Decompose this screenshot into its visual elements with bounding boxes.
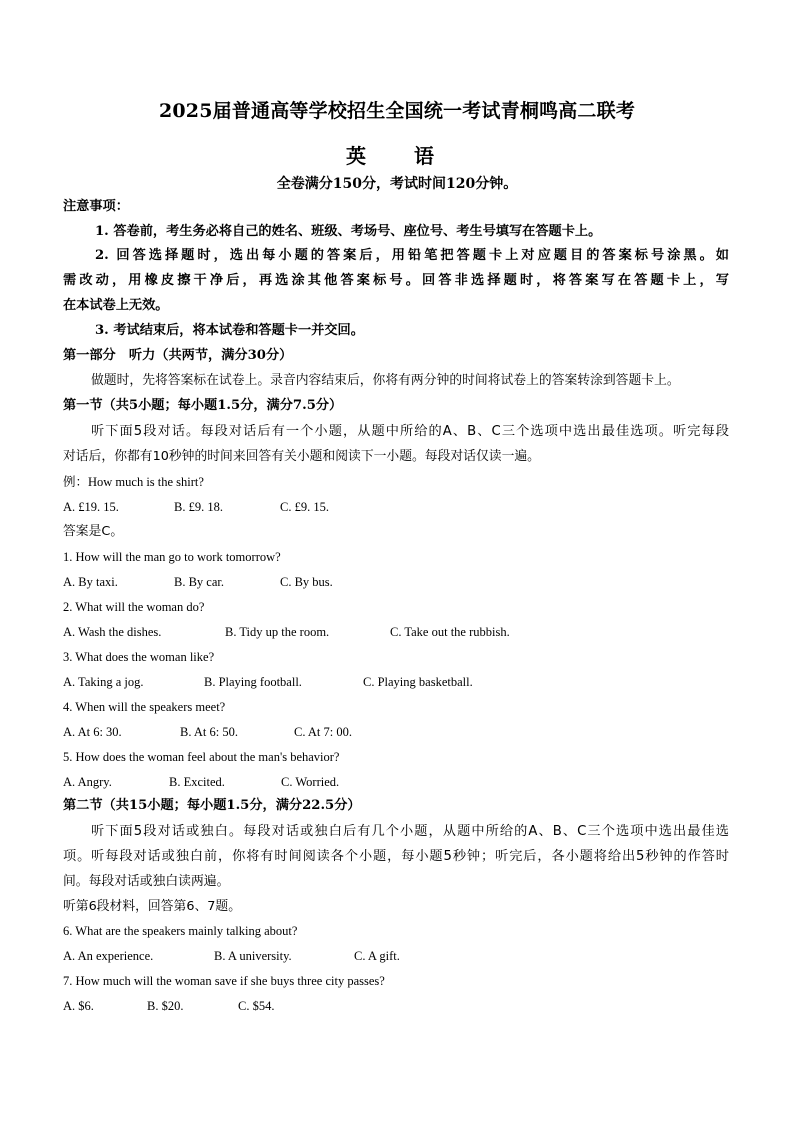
section2-instruction-line-3: 间。每段对话或独白读两遍。: [63, 874, 230, 889]
question-5-option-b: B. Excited.: [169, 775, 225, 789]
question-1: 1. How will the man go to work tomorrow?: [63, 550, 281, 564]
question-2-option-a: A. Wash the dishes.: [63, 625, 162, 639]
example-answer: 答案是C。: [63, 524, 124, 539]
notice-item-2-line-1: 2. 回答选择题时，选出每小题的答案后，用铅笔把答题卡上对应题目的答案标号涂黑。如: [95, 248, 729, 263]
question-5-option-c: C. Worried.: [281, 775, 340, 789]
question-6: 6. What are the speakers mainly talking about?: [63, 924, 298, 938]
question-7-option-c: C. $54.: [238, 999, 275, 1013]
question-7: 7. How much will the woman save if she buys three city passes?: [63, 974, 385, 988]
question-1-option-b: B. By car.: [174, 575, 224, 589]
notice-item-3: 3. 考试结束后，将本试卷和答题卡一并交回。: [95, 323, 364, 338]
question-6-option-a: A. An experience.: [63, 949, 154, 963]
question-5: 5. How does the woman feel about the man's behavior?: [63, 750, 340, 764]
question-1-option-a: A. By taxi.: [63, 575, 118, 589]
part1-heading: 第一部分 听力（共两节，满分30分）: [63, 348, 293, 363]
section1-heading: 第一节（共5小题；每小题1.5分，满分7.5分）: [63, 398, 343, 413]
exam-title: 2025届普通高等学校招生全国统一考试青桐鸣高二联考: [158, 100, 636, 122]
notice-heading: 注意事项：: [63, 199, 129, 214]
question-3-option-b: B. Playing football.: [204, 675, 302, 689]
example-option-b: B. £9. 18.: [174, 500, 223, 514]
question-4-option-a: A. At 6: 30.: [63, 725, 122, 739]
section2-instruction-line-1: 听下面5段对话或独白。每段对话或独白后有几个小题，从题中所给的A、B、C三个选项中选出最佳选: [91, 824, 729, 839]
question-5-option-a: A. Angry.: [63, 775, 112, 789]
notice-item-2-line-3: 在本试卷上无效。: [63, 298, 169, 313]
question-4-option-c: C. At 7: 00.: [294, 725, 352, 739]
question-3-option-a: A. Taking a jog.: [63, 675, 144, 689]
section2-instruction-line-2: 项。听每段对话或独白前，你将有时间阅读各个小题，每小题5秒钟；听完后，各小题将给出5秒钟的作答时: [63, 849, 729, 864]
score-info: 全卷满分150分，考试时间120分钟。: [276, 176, 518, 192]
notice-item-1: 1. 答卷前，考生务必将自己的姓名、班级、考场号、座位号、考生号填写在答题卡上。: [95, 224, 602, 239]
section1-instruction-line-2: 对话后，你都有10秒钟的时间来回答有关小题和阅读下一小题。每段对话仅读一遍。: [63, 449, 540, 464]
material-6-note: 听第6段材料，回答第6、7题。: [63, 899, 241, 914]
example-option-a: A. £19. 15.: [63, 500, 119, 514]
section1-instruction-line-1: 听下面5段对话。每段对话后有一个小题，从题中所给的A、B、C三个选项中选出最佳选项。听完每段: [91, 424, 729, 439]
question-3: 3. What does the woman like?: [63, 650, 215, 664]
question-6-option-b: B. A university.: [214, 949, 292, 963]
question-3-option-c: C. Playing basketball.: [363, 675, 473, 689]
subject-title: 英 语: [346, 144, 448, 168]
question-7-option-b: B. $20.: [147, 999, 184, 1013]
part1-instruction: 做题时，先将答案标在试卷上。录音内容结束后，你将有两分钟的时间将试卷上的答案转涂到答题卡上。: [91, 373, 680, 388]
example-option-c: C. £9. 15.: [280, 500, 329, 514]
notice-item-2-line-2: 需改动，用橡皮擦干净后，再选涂其他答案标号。回答非选择题时，将答案写在答题卡上，写: [63, 273, 729, 288]
question-7-option-a: A. $6.: [63, 999, 94, 1013]
example-question: 例：How much is the shirt?: [63, 475, 204, 489]
question-6-option-c: C. A gift.: [354, 949, 400, 963]
question-2-option-c: C. Take out the rubbish.: [390, 625, 510, 639]
question-2-option-b: B. Tidy up the room.: [225, 625, 330, 639]
question-1-option-c: C. By bus.: [280, 575, 333, 589]
question-4-option-b: B. At 6: 50.: [180, 725, 238, 739]
question-4: 4. When will the speakers meet?: [63, 700, 226, 714]
section2-heading: 第二节（共15小题；每小题1.5分，满分22.5分）: [63, 798, 361, 813]
question-2: 2. What will the woman do?: [63, 600, 205, 614]
